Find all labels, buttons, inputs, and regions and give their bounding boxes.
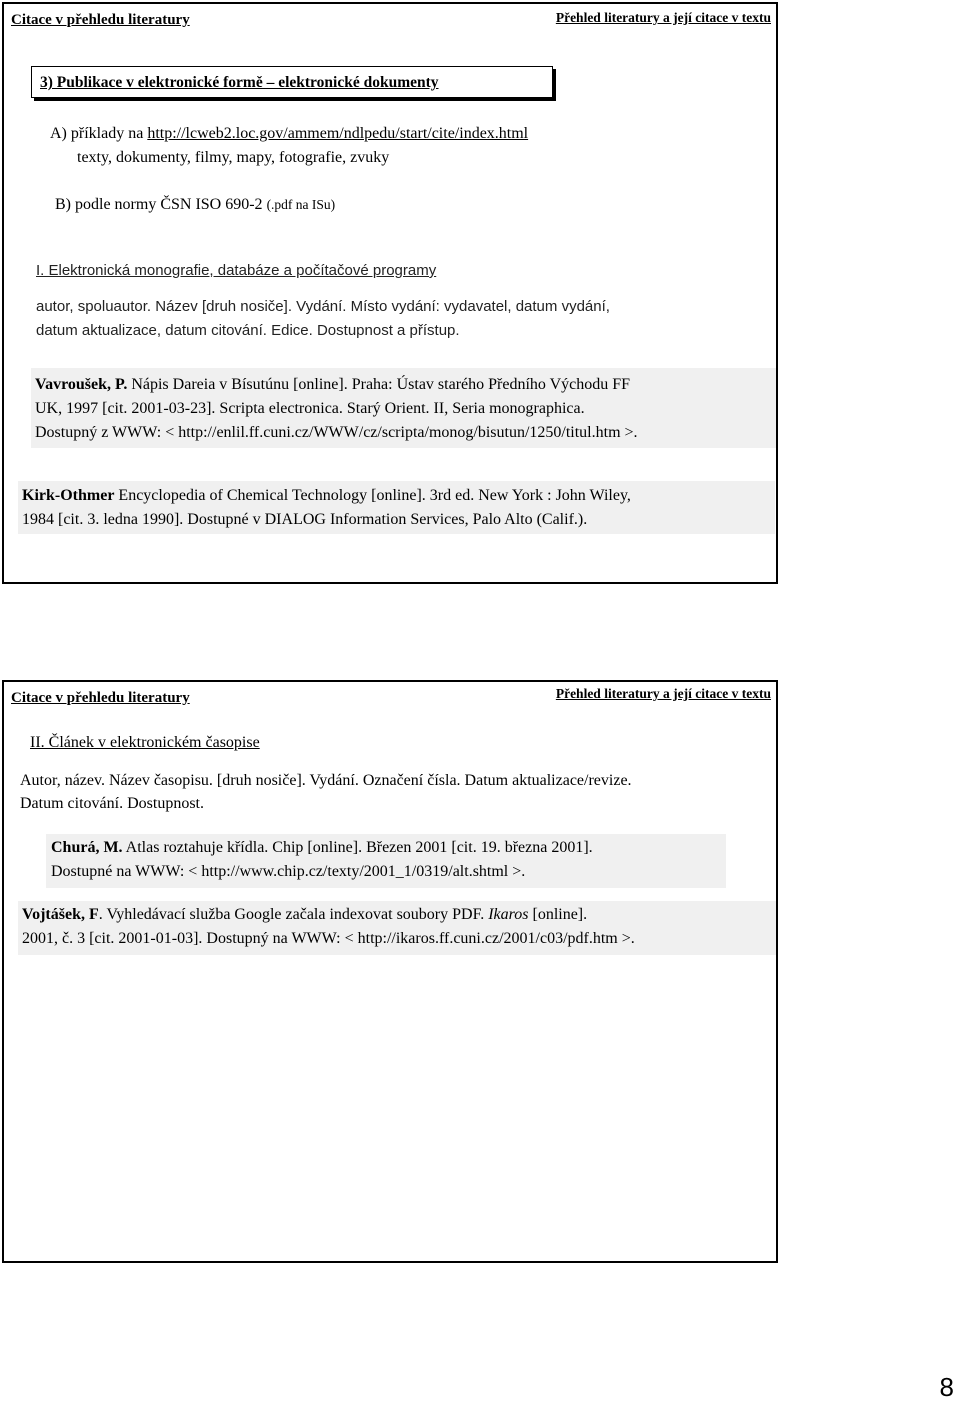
example-2-journal: Ikaros — [488, 906, 529, 923]
example-1-author: Vavroušek, P. — [35, 376, 128, 393]
example-1-line-2: UK, 1997 [cit. 2001-03-23]. Scripta electronica. Starý Orient. II, Seria monographica. — [35, 400, 585, 417]
section-heading-monograph: I. Elektronická monografie, databáze a počítačové programy — [36, 262, 437, 279]
examples-prefix: A) příklady na — [50, 125, 148, 142]
example-2-author: Kirk-Othmer — [22, 487, 115, 504]
example-2-line-1 — [22, 906, 587, 924]
example-2-title: . Vyhledávací služba Google začala indexovat soubory PDF. — [98, 906, 489, 923]
slide-header-right: Přehled literatury a její citace v textu — [555, 10, 771, 25]
example-2-medium: [online]. — [528, 906, 588, 923]
section-heading-article: II. Článek v elektronickém časopise — [30, 734, 260, 751]
slide-title: 3) Publikace v elektronické formě – elektronické dokumenty — [31, 66, 553, 98]
example-1-author: Churá, M. — [51, 839, 123, 856]
slide-2 — [2, 680, 778, 1263]
example-1-line-3: Dostupný z WWW: < http://enlil.ff.cuni.cz/WWW/cz/scripta/monog/bisutun/1250/titul.htm >. — [35, 424, 638, 441]
example-1-line-1 — [51, 839, 593, 857]
example-2-line-2: 1984 [cit. 3. ledna 1990]. Dostupné v DIALOG Information Services, Palo Alto (Calif.). — [22, 511, 588, 528]
norm-line — [55, 196, 335, 214]
scheme-line-2: datum aktualizace, datum citování. Edice. Dostupnost a přístup. — [36, 322, 460, 339]
example-2-author: Vojtášek, F — [22, 906, 99, 923]
examples-line — [50, 125, 528, 143]
example-2-title: Encyclopedia of Chemical Technology [online]. 3rd ed. New York : John Wiley, — [114, 487, 631, 504]
example-1-title: Nápis Dareia v Bísutúnu [online]. Praha: Ústav starého Předního Východu FF — [127, 376, 631, 393]
slide-header-right: Přehled literatury a její citace v textu — [555, 686, 771, 701]
example-1-line-1 — [35, 376, 630, 394]
page-number: 8 — [939, 1372, 954, 1402]
slide-header-left: Citace v přehledu literatury — [11, 690, 190, 706]
scheme-line-2: Datum citování. Dostupnost. — [20, 795, 204, 812]
slide-1 — [2, 2, 778, 584]
norm-text: B) podle normy ČSN ISO 690-2 — [55, 196, 267, 213]
scheme-line-1: autor, spoluautor. Název [druh nosiče]. Vydání. Místo vydání: vydavatel, datum vydání, — [36, 298, 610, 315]
example-1-title: Atlas roztahuje křídla. Chip [online]. Březen 2001 [cit. 19. března 2001]. — [122, 839, 593, 856]
examples-link[interactable]: http://lcweb2.loc.gov/ammem/ndlpedu/start/cite/index.html — [147, 125, 529, 142]
examples-types: texty, dokumenty, filmy, mapy, fotografie, zvuky — [77, 149, 390, 166]
norm-pdf-note: (.pdf na ISu) — [266, 197, 336, 212]
example-1-line-2: Dostupné na WWW: < http://www.chip.cz/texty/2001_1/0319/alt.shtml >. — [51, 863, 526, 880]
example-2-line-1 — [22, 487, 631, 505]
scheme-line-1: Autor, název. Název časopisu. [druh nosiče]. Vydání. Označení čísla. Datum aktualizace/revize. — [20, 772, 632, 789]
slide-header-left: Citace v přehledu literatury — [11, 12, 190, 28]
example-2-line-2: 2001, č. 3 [cit. 2001-01-03]. Dostupný na WWW: < http://ikaros.ff.cuni.cz/2001/c03/pdf.htm >. — [22, 930, 635, 947]
